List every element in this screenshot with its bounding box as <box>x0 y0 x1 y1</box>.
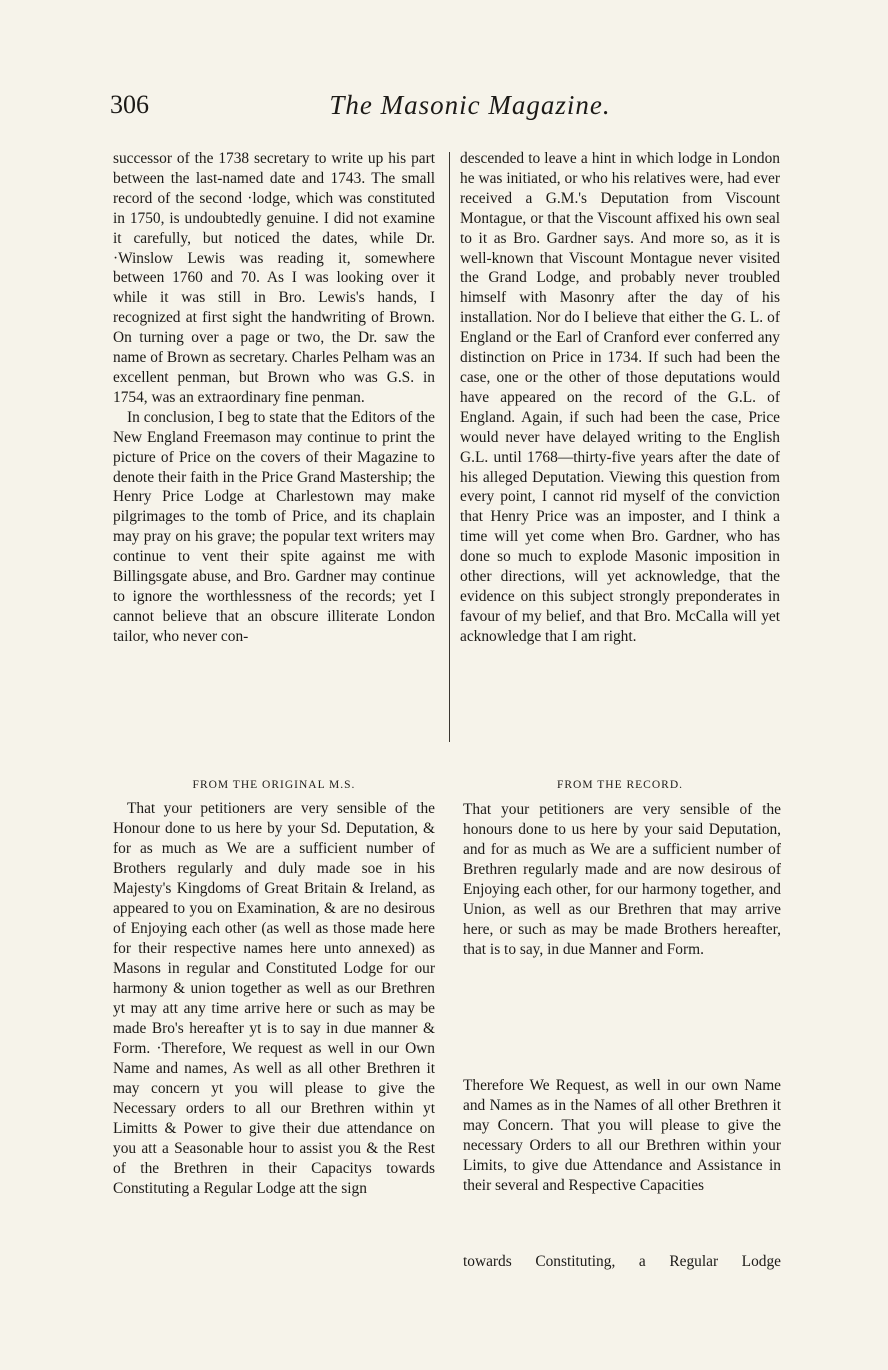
left-paragraph-1: successor of the 1738 secretary to write up his part between the last-named date and 1743. The small record of the second ·lodge, which was constituted in 1750, is undoubtedly genuine. I did not examine it carefully, but noticed the dates, while Dr. ·Winslow Lewis was reading it, somewhere between 1760 and 70. As I was looking over it while it was still in Bro. Lewis's hands, I recognized at first sight the handwriting of Brown. On turning over a page or two, the Dr. saw the name of Brown as secretary. Charles Pelham was an excellent penman, but Brown who was G.S. in 1754, was an extraordinary fine penman. <box>113 150 435 406</box>
left-paragraph-2: In conclusion, I beg to state that the Editors of the New England Freemason may continue to print the picture of Price on the covers of their Magazine to denote their faith in the Price Grand Mastership; the Henry Price Lodge at Charlestown may make pilgrimages to the tomb of Price, and its chaplain may pray on his grave; the popular text writers may continue to vent their spite against me with Billingsgate abuse, and Bro. Gardner may continue to ignore the worthlessness of the records; yet I cannot believe that an obscure illiterate London tailor, who never con- <box>113 408 435 645</box>
record-heading: FROM THE RECORD. <box>556 779 683 791</box>
record-paragraph-1: That your petitioners are very sensible of the honours done to us here by your said Deputation, and for as much as We are a sufficient number of Brethren regularly made and are now desirous of Enjoying each other, for our harmony together, and Union, as well as our Brethren that may arrive here, or such as may be made Brothers hereafter, that is to say, in due Manner and Form. <box>463 801 781 958</box>
record-paragraph-2: Therefore We Request, as well in our own Name and Names as in the Names of all other Brethren it may Concern. That you will please to give the necessary Orders to all our Brethren within your Limits, to give due Attendance and Assistance in their several and Respective Capacities <box>463 1077 781 1194</box>
right-paragraph-1: descended to leave a hint in which lodge in London he was initiated, or who his relatives were, had ever received a G.M.'s Deputation from Viscount Montague, or that the Viscount affixed his own seal to it as Bro. Gardner says. And more so, as it is well-known that Viscount Montague never visited the Grand Lodge, and probably never troubled himself with Masonry after the day of his installation. Nor do I believe that either the G. L. of England or the Earl of Cranford ever conferred any distinction on Price in 1734. If such had been the case, one or the other of those deputations would have appeared on the record of the G.L. of England. Again, if such had been the case, Price would never have delayed writing to the English G.L. until 1768—thirty-five years after the date of his alleged Deputation. Viewing this question from every point, I cannot rid myself of the conviction that Henry Price was an imposter, and I think a time will yet come when Bro. Gardner, who has done so much to explode Masonic imposition in other directions, will yet acknowledge, that the evidence on this subject strongly preponderates in favour of my belief, and that Bro. McCalla will yet acknowledge that I am right. <box>460 150 780 645</box>
record-text-part-3 <box>463 1252 781 1272</box>
original-ms-text: That your petitioners are very sensible of the Honour done to us here by your Sd. Deputation, & for as much as We are a sufficient number of Brothers regularly and duly made soe in his Majesty's Kingdoms of Great Britain & Ireland, as appeared to you on Examination, & are no desirous of Enjoying each other (as well as those made here for their respective names here unto annexed) as Masons in regular and Constituted Lodge for our harmony & union together as well as our Brethren yt may att any time arrive here or such as may be made Bro's hereafter yt is to say in due manner & Form. ·Therefore, We request as well in our Own Name and names, As well as all other Brethren it may concern yt you will please to give the Necessary orders to all our Brethren within yt Limitts & Power to give their due attendance on you att a Seasonable hour to assist you & the Rest of the Brethren in their Capacitys towards Constituting a Regular Lodge att the sign <box>113 800 435 1197</box>
left-column <box>113 149 435 647</box>
journal-title: The Masonic Magazine. <box>329 90 611 120</box>
record-text-part-1 <box>463 800 781 960</box>
record-paragraph-3: towards Constituting, a Regular Lodge <box>463 1253 781 1270</box>
original-ms-heading: FROM THE ORIGINAL M.S. <box>192 779 356 791</box>
record-text-part-2 <box>463 1076 781 1196</box>
page-number: 306 <box>110 90 149 119</box>
column-divider <box>449 152 450 742</box>
original-ms-text-block <box>113 799 435 1199</box>
right-column <box>460 149 780 647</box>
page-header <box>0 90 888 130</box>
